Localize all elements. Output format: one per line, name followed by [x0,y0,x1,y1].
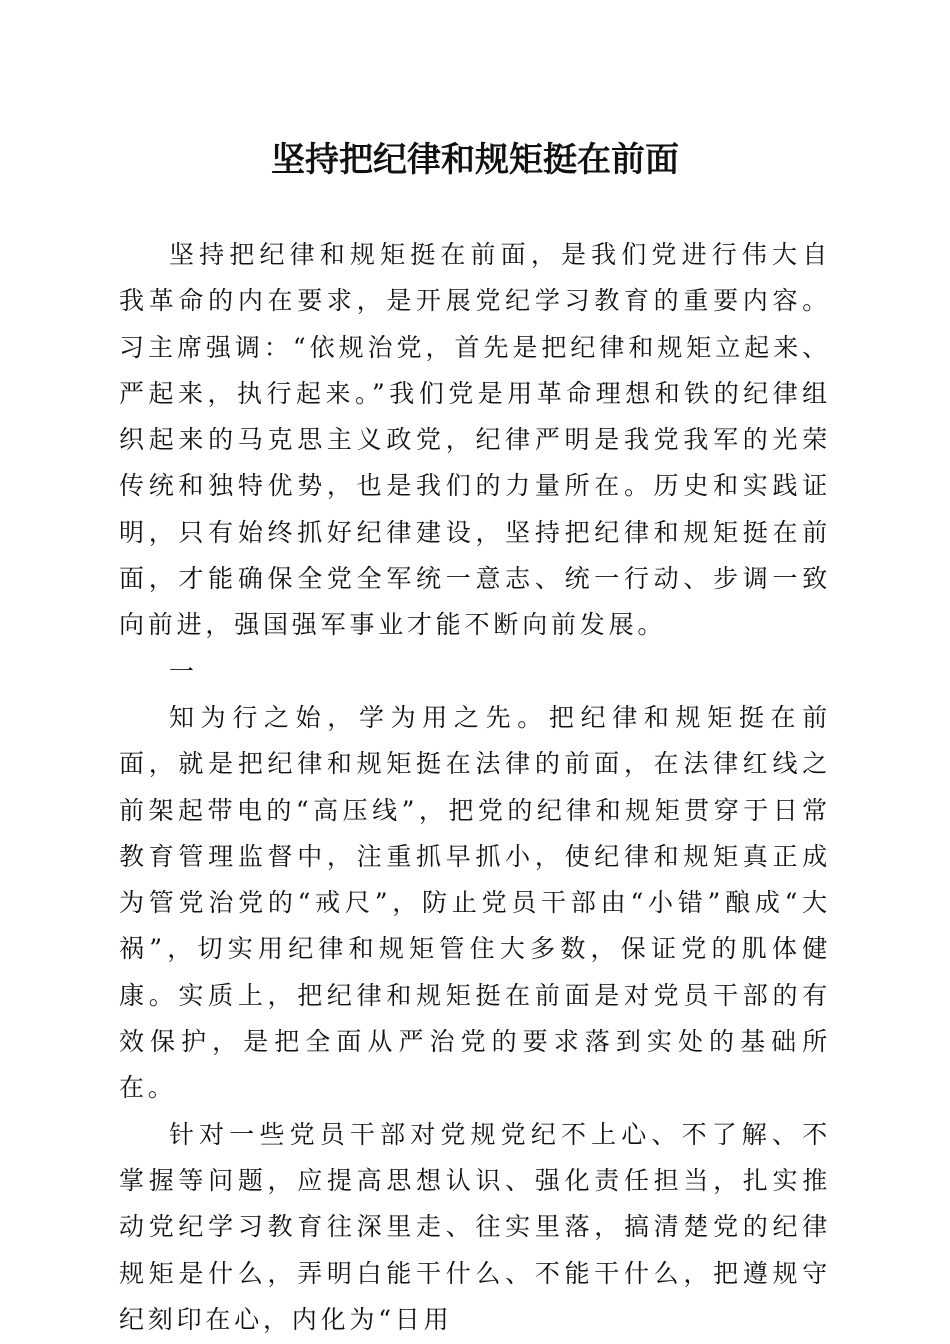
document-title: 坚持把纪律和规矩挺在前面 [271,140,679,180]
document-body [119,232,831,1343]
paragraph-section-one: 知为行之始，学为用之先。把纪律和规矩挺在前面，就是把纪律和规矩挺在法律的前面，在法律红线之前架起带电的“高压线”，把党的纪律和规矩贯穿于日常教育管理监督中，注重抓早抓小，使纪律和规矩真正成为管党治党的“戒尺”，防止党员干部由“小错”酿成“大祸”，切实用纪律和规矩管住大多数，保证党的肌体健康。实质上，把纪律和规矩挺在前面是对党员干部的有效保护，是把全面从严治党的要求落到实处的基础所在。 [119,702,831,1103]
paragraph-intro: 坚持把纪律和规矩挺在前面，是我们党进行伟大自我革命的内在要求，是开展党纪学习教育的重要内容。习主席强调：“依规治党，首先是把纪律和规矩立起来、严起来，执行起来。”我们党是用革命理想和铁的纪律组织起来的马克思主义政党，纪律严明是我党我军的光荣传统和独特优势，也是我们的力量所在。历史和实践证明，只有始终抓好纪律建设，坚持把纪律和规矩挺在前面，才能确保全党全军统一意志、统一行动、步调一致向前进，强国强军事业才能不断向前发展。 [119,240,831,640]
paragraph-section-one-continued: 针对一些党员干部对党规党纪不上心、不了解、不掌握等问题，应提高思想认识、强化责任担当，扎实推动党纪学习教育往深里走、往实里落，搞清楚党的纪律规矩是什么，弄明白能干什么、不能干什么，把遵规守纪刻印在心，内化为“日用 [119,1119,831,1334]
section-number: 一 [169,656,195,686]
